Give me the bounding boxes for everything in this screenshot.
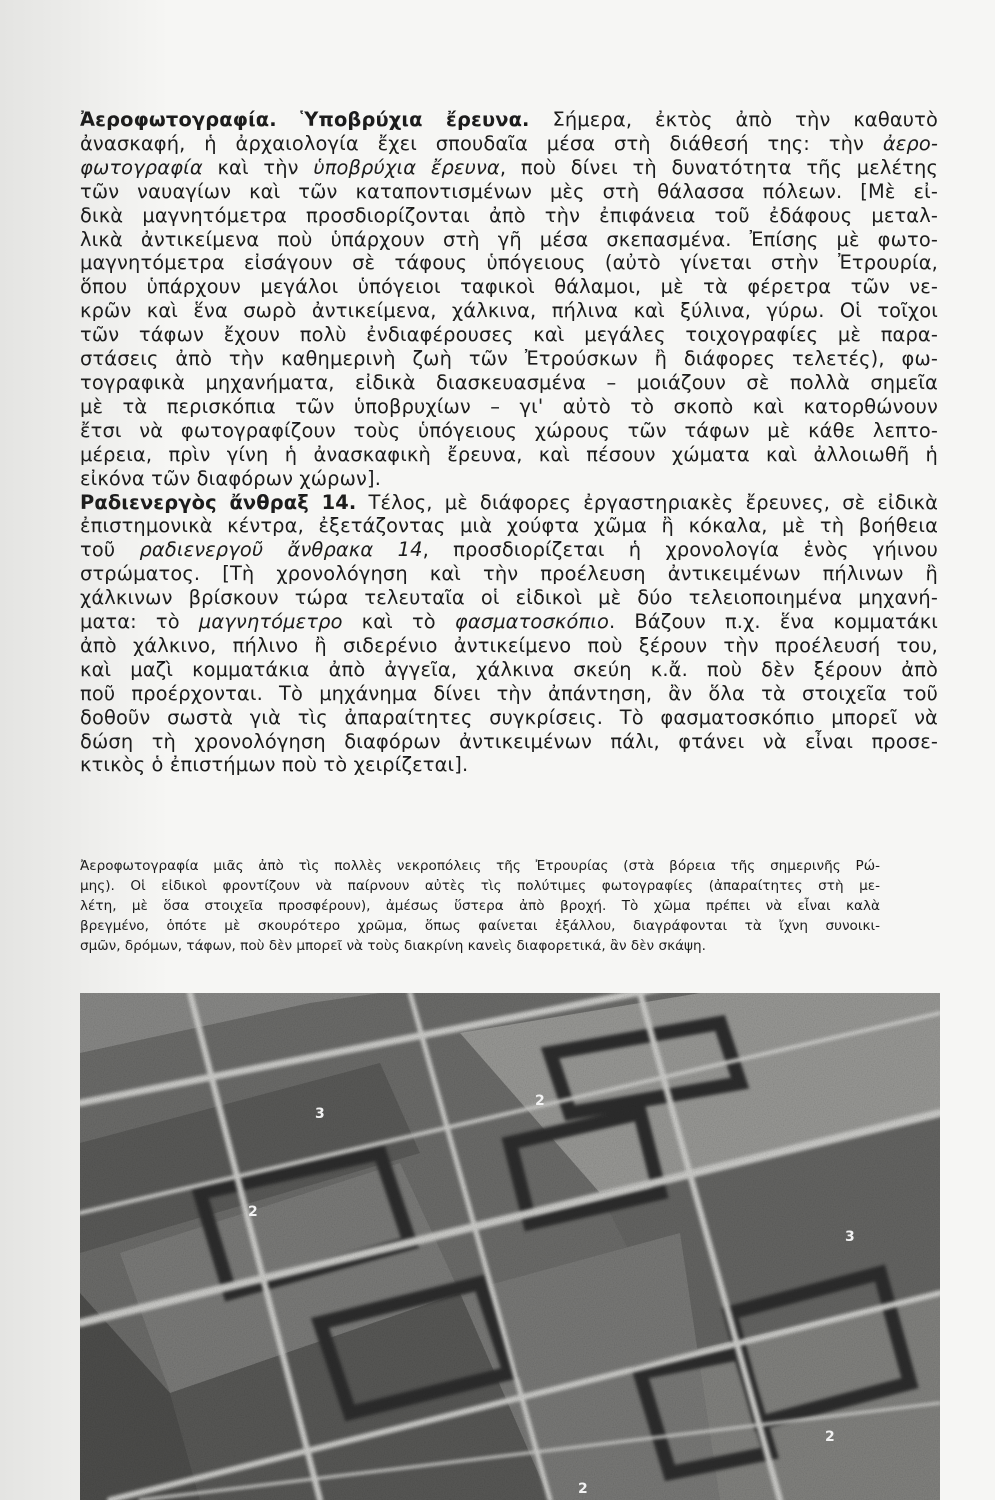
text-run: ἀνασκαφή, ἡ ἀρχαιολογία ἔχει σπουδαῖα μέσα στὴ διάθεσή της: τὴν — [80, 131, 883, 155]
text-line — [80, 610, 938, 634]
plot-label: 2 — [825, 1429, 835, 1445]
plot-label: 2 — [578, 1481, 588, 1497]
text-line — [80, 562, 938, 586]
text-run: δώση τὴ χρονολόγηση διαφόρων ἀντικειμένων πάλι, φτάνει νὰ εἶναι προσε- — [80, 729, 938, 753]
text-line — [80, 443, 938, 467]
text-run: καὶ τὸ — [342, 610, 455, 634]
plot-label: 3 — [315, 1106, 325, 1122]
text-line — [80, 538, 938, 562]
italic-term: μαγνητόμετρο — [198, 610, 343, 634]
caption-line: μης). Οἱ εἰδικοὶ φροντίζουν νὰ παίρνουν αὐτὲς τὶς πολύτιμες φωτογραφίες (ἀπαραίτητες στὴ με- — [80, 878, 880, 894]
text-line — [80, 371, 938, 395]
text-run: Σήμερα, ἐκτὸς ἀπὸ τὴν καθαυτὸ — [529, 108, 938, 131]
text-line — [80, 323, 938, 347]
text-line — [80, 658, 938, 682]
caption-line: βρεγμένο, ὁπότε μὲ σκουρότερο χρῶμα, ὅπως φαίνεται ἐξάλλου, διαγράφονται τὰ ἴχνη συνοικι- — [80, 918, 880, 934]
text-line — [80, 753, 938, 777]
caption-line: λέτη, μὲ ὅσα στοιχεῖα προσφέρουν), ἀμέσως ὕστερα ἀπὸ βροχή. Τὸ χῶμα πρέπει νὰ εἶναι καλὰ — [80, 898, 880, 914]
photo-caption — [80, 856, 880, 956]
text-run: μέρεια, πρὶν γίνη ἡ ἀνασκαφικὴ ἔρευνα, καὶ πέσουν χώματα καὶ ἀλλοιωθῆ ἡ — [80, 442, 938, 466]
text-run: . Βάζουν π.χ. ἕνα κομματάκι — [609, 610, 938, 634]
text-line — [80, 204, 938, 228]
text-line — [80, 228, 938, 252]
text-line — [80, 347, 938, 371]
text-run: , ποὺ δίνει τὴ δυνατότητα τῆς μελέτης — [499, 155, 938, 179]
text-run: λικὰ ἀντικείμενα ποὺ ὑπάρχουν στὴ γῆ μέσα σκεπασμένα. Ἐπίσης μὲ φωτο- — [80, 227, 938, 251]
aerial-photograph — [80, 993, 940, 1500]
text-run: μὲ τὰ περισκόπια τῶν ὑποβρυχίων – γι' αὐτὸ τὸ σκοπὸ καὶ κατορθώνουν — [80, 394, 938, 418]
main-text — [80, 108, 938, 777]
text-line — [80, 706, 938, 730]
text-line — [80, 132, 938, 156]
text-run: κρῶν καὶ ἕνα σωρὸ ἀντικείμενα, χάλκινα, πήλινα καὶ ξύλινα, γύρω. Οἱ τοῖχοι — [80, 299, 938, 323]
italic-term: ἀερο- — [882, 131, 938, 155]
text-run: στρώματος. [Τὴ χρονολόγηση καὶ τὴν προέλευση ἀντικειμένων πήλινων ἢ — [80, 562, 938, 586]
text-run: τῶν ναυαγίων καὶ τῶν καταποντισμένων μὲς στὴ θάλασσα πόλεων. [Μὲ εἰ- — [80, 179, 938, 203]
caption-line: σμῶν, δρόμων, τάφων, ποὺ δὲν μπορεῖ νὰ τοὺς διακρίνη κανεὶς διαφορετικά, ἂν δὲν σκάψη. — [80, 938, 706, 954]
text-line — [80, 491, 938, 515]
text-line — [80, 108, 938, 132]
text-line — [80, 634, 938, 658]
text-run: μαγνητόμετρα εἰσάγουν σὲ τάφους ὑπόγειους (αὐτὸ γίνεται στὴν Ἐτρουρία, — [80, 251, 938, 275]
bold-heading: Ραδιενεργὸς ἄνθραξ 14. — [80, 490, 357, 514]
text-line — [80, 682, 938, 706]
text-line — [80, 275, 938, 299]
text-run: ἔτσι νὰ φωτογραφίζουν τοὺς ὑπόγειους χώρους τῶν τάφων μὲ κάθε λεπτο- — [80, 418, 938, 442]
italic-term: φωτογραφία — [80, 155, 203, 179]
text-line — [80, 586, 938, 610]
text-run: τοῦ — [80, 538, 140, 562]
text-line — [80, 180, 938, 204]
plot-label: 3 — [845, 1229, 855, 1245]
text-run: , προσδιορίζεται ἡ χρονολογία ἑνὸς γήινου — [422, 538, 938, 562]
text-run: ἀπὸ χάλκινο, πήλινο ἢ σιδερένιο ἀντικείμενο ποὺ ξέρουν τὴν προέλευσή του, — [80, 633, 938, 657]
text-line — [80, 514, 938, 538]
text-run: Τέλος, μὲ διάφορες ἐργαστηριακὲς ἔρευνες, σὲ εἰδικὰ — [356, 490, 938, 514]
plot-label: 2 — [248, 1204, 258, 1220]
italic-term: ραδιενεργοῦ ἄνθρακα 14 — [139, 538, 423, 562]
text-run: ποῦ προέρχονται. Τὸ μηχάνημα δίνει τὴν ἀπάντηση, ἂν ὅλα τὰ στοιχεῖα τοῦ — [80, 681, 938, 705]
text-line — [80, 299, 938, 323]
text-run: ματα: τὸ — [80, 610, 199, 634]
caption-line: Ἀεροφωτογραφία μιᾶς ἀπὸ τὶς πολλὲς νεκροπόλεις τῆς Ἐτρουρίας (στὰ βόρεια τῆς σημερινῆς Ρώ- — [80, 858, 880, 874]
text-run: στάσεις ἀπὸ τὴν καθημερινὴ ζωὴ τῶν Ἐτρούσκων ἢ διάφορες τελετές), φω- — [80, 347, 938, 371]
text-line — [80, 730, 938, 754]
text-run: κτικὸς ὁ ἐπιστήμων ποὺ τὸ χειρίζεται]. — [80, 753, 469, 777]
text-run: τῶν τάφων ἔχουν πολὺ ἐνδιαφέρουσες καὶ μεγάλες τοιχογραφίες μὲ παρα- — [80, 323, 938, 347]
text-line — [80, 156, 938, 180]
text-run: καὶ μαζὶ κομματάκια ἀπὸ ἀγγεῖα, χάλκινα σκεύη κ.ἄ. ποὺ δὲν ξέρουν ἀπὸ — [80, 657, 938, 681]
text-line — [80, 419, 938, 443]
text-run: δοθοῦν σωστὰ γιὰ τὶς ἀπαραίτητες συγκρίσεις. Τὸ φασματοσκόπιο μπορεῖ νὰ — [80, 705, 938, 729]
text-line — [80, 395, 938, 419]
text-line — [80, 467, 938, 491]
bold-heading: Ἀεροφωτογραφία. Ὑποβρύχια ἔρευνα. — [80, 108, 530, 131]
italic-term: φασματοσκόπιο — [454, 610, 610, 634]
text-run: χάλκινων βρίσκουν τώρα τελευταῖα οἱ εἰδικοὶ μὲ δύο τελειοποιημένα μηχανή- — [80, 586, 938, 610]
text-run: δικὰ μαγνητόμετρα προσδιορίζονται ἀπὸ τὴν ἐπιφάνεια τοῦ ἐδάφους μεταλ- — [80, 203, 938, 227]
plot-label: 2 — [535, 1093, 545, 1109]
text-run: ἐπιστημονικὰ κέντρα, ἐξετάζοντας μιὰ χούφτα χῶμα ἢ κόκαλα, μὲ τὴ βοήθεια — [80, 514, 938, 538]
text-run: ὅπου ὑπάρχουν μεγάλοι ὑπόγειοι ταφικοὶ θάλαμοι, μὲ τὰ φέρετρα τῶν νε- — [80, 275, 938, 299]
text-run: τογραφικὰ μηχανήματα, εἰδικὰ διασκευασμένα – μοιάζουν σὲ πολλὰ σημεῖα — [80, 370, 938, 394]
text-run: καὶ τὴν — [202, 155, 314, 179]
text-line — [80, 251, 938, 275]
italic-term: ὑποβρύχια ἔρευνα — [313, 155, 500, 179]
text-run: εἰκόνα τῶν διαφόρων χώρων]. — [80, 466, 382, 490]
